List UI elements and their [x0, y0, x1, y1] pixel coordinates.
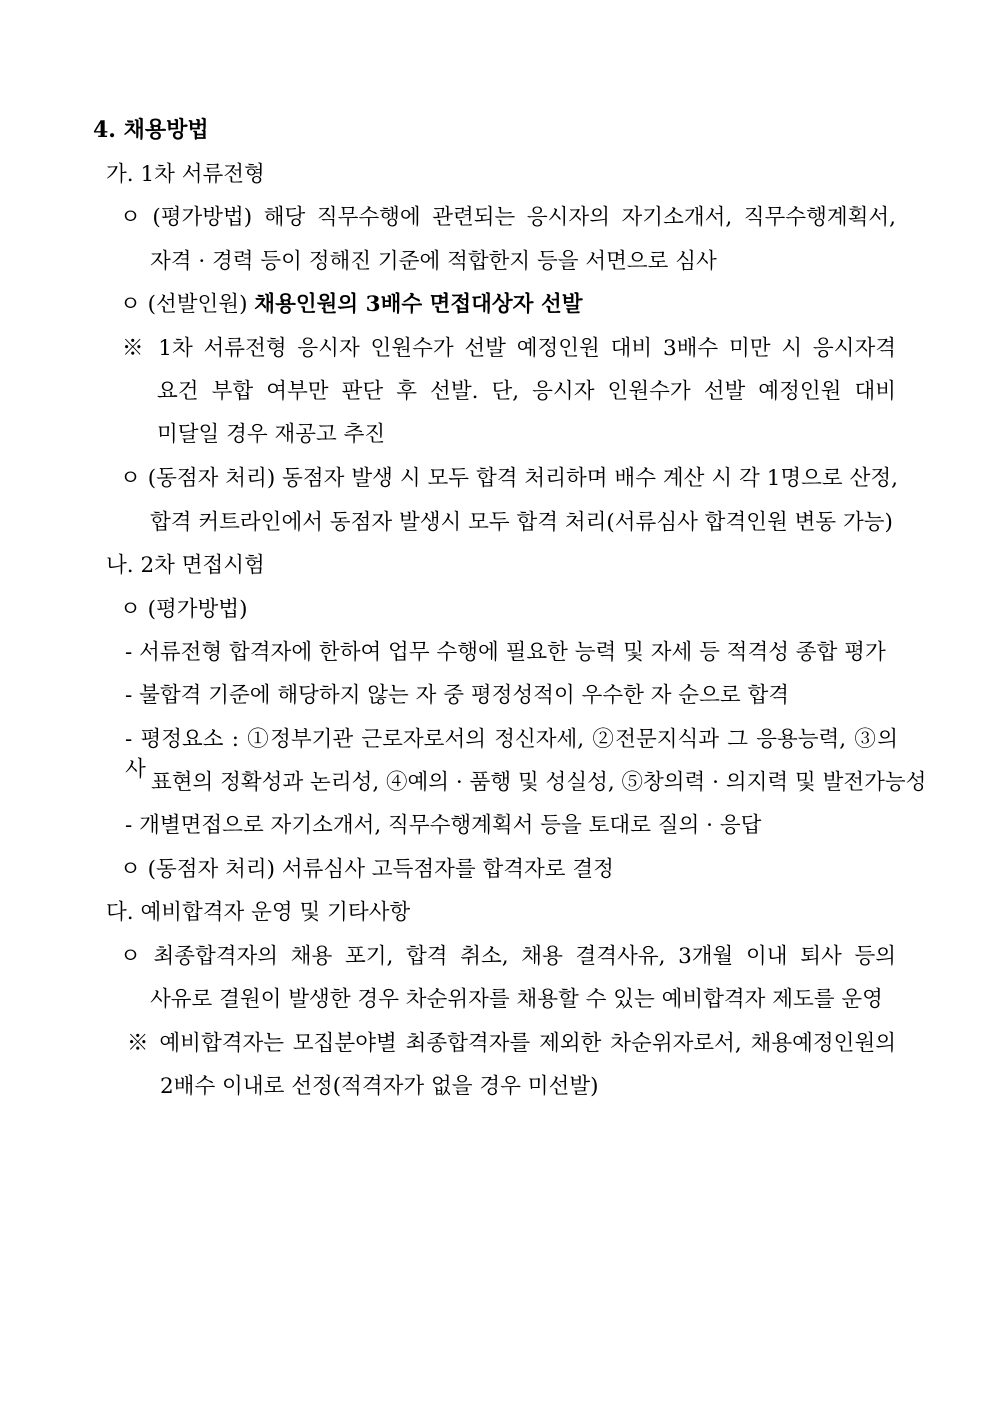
a-select: [120, 290, 582, 320]
b-detail-3-line1: - 평정요소 : ①정부기관 근로자로서의 정신자세, ②전문지식과 그 응용능력, ③의사: [125, 727, 898, 782]
b-detail-1: - 서류전형 합격자에 한하여 업무 수행에 필요한 능력 및 자세 등 적격성 종합 평가: [125, 640, 886, 665]
a-eval-line1: ㅇ (평가방법) 해당 직무수행에 관련되는 응시자의 자기소개서, 직무수행계획서,: [120, 205, 896, 230]
b-tie: ㅇ (동점자 처리) 서류심사 고득점자를 합격자로 결정: [120, 857, 614, 882]
a-note-line3: 미달일 경우 재공고 추진: [157, 422, 386, 447]
subsection-a-title: 가. 1차 서류전형: [106, 162, 265, 187]
a-note-line2: 요건 부합 여부만 판단 후 선발. 단, 응시자 인원수가 선발 예정인원 대비: [157, 379, 896, 404]
a-tie-line1: ㅇ (동점자 처리) 동점자 발생 시 모두 합격 처리하며 배수 계산 시 각 1명으로 산정,: [120, 466, 898, 491]
c-note-line2: 2배수 이내로 선정(적격자가 없을 경우 미선발): [160, 1074, 599, 1099]
subsection-c-title: 다. 예비합격자 운영 및 기타사항: [106, 900, 411, 925]
b-detail-3-line2: 표현의 정확성과 논리성, ④예의 · 품행 및 성실성, ⑤창의력 · 의지력 및 발전가능성: [151, 770, 927, 795]
a-note-line1: ※ 1차 서류전형 응시자 인원수가 선발 예정인원 대비 3배수 미만 시 응시자격: [122, 336, 896, 361]
b-eval: ㅇ (평가방법): [120, 597, 248, 622]
c-note-line1: ※ 예비합격자는 모집분야별 최종합격자를 제외한 차순위자로서, 채용예정인원의: [127, 1031, 896, 1056]
b-detail-4: - 개별면접으로 자기소개서, 직무수행계획서 등을 토대로 질의 · 응답: [125, 813, 762, 838]
c-para-line2: 사유로 결원이 발생한 경우 차순위자를 채용할 수 있는 예비합격자 제도를 운영: [150, 987, 883, 1012]
b-detail-2: - 불합격 기준에 해당하지 않는 자 중 평정성적이 우수한 자 순으로 합격: [125, 683, 789, 708]
a-select-bold: 채용인원의 3배수 면접대상자 선발: [254, 292, 583, 317]
section-heading: 4. 채용방법: [93, 117, 209, 143]
c-para-line1: ㅇ 최종합격자의 채용 포기, 합격 취소, 채용 결격사유, 3개월 이내 퇴사 등의: [120, 944, 896, 969]
a-select-label: ㅇ (선발인원): [120, 292, 255, 317]
subsection-b-title: 나. 2차 면접시험: [106, 553, 265, 578]
a-eval-line2: 자격 · 경력 등이 정해진 기준에 적합한지 등을 서면으로 심사: [150, 249, 717, 274]
a-tie-line2: 합격 커트라인에서 동점자 발생시 모두 합격 처리(서류심사 합격인원 변동 가능): [150, 510, 893, 535]
